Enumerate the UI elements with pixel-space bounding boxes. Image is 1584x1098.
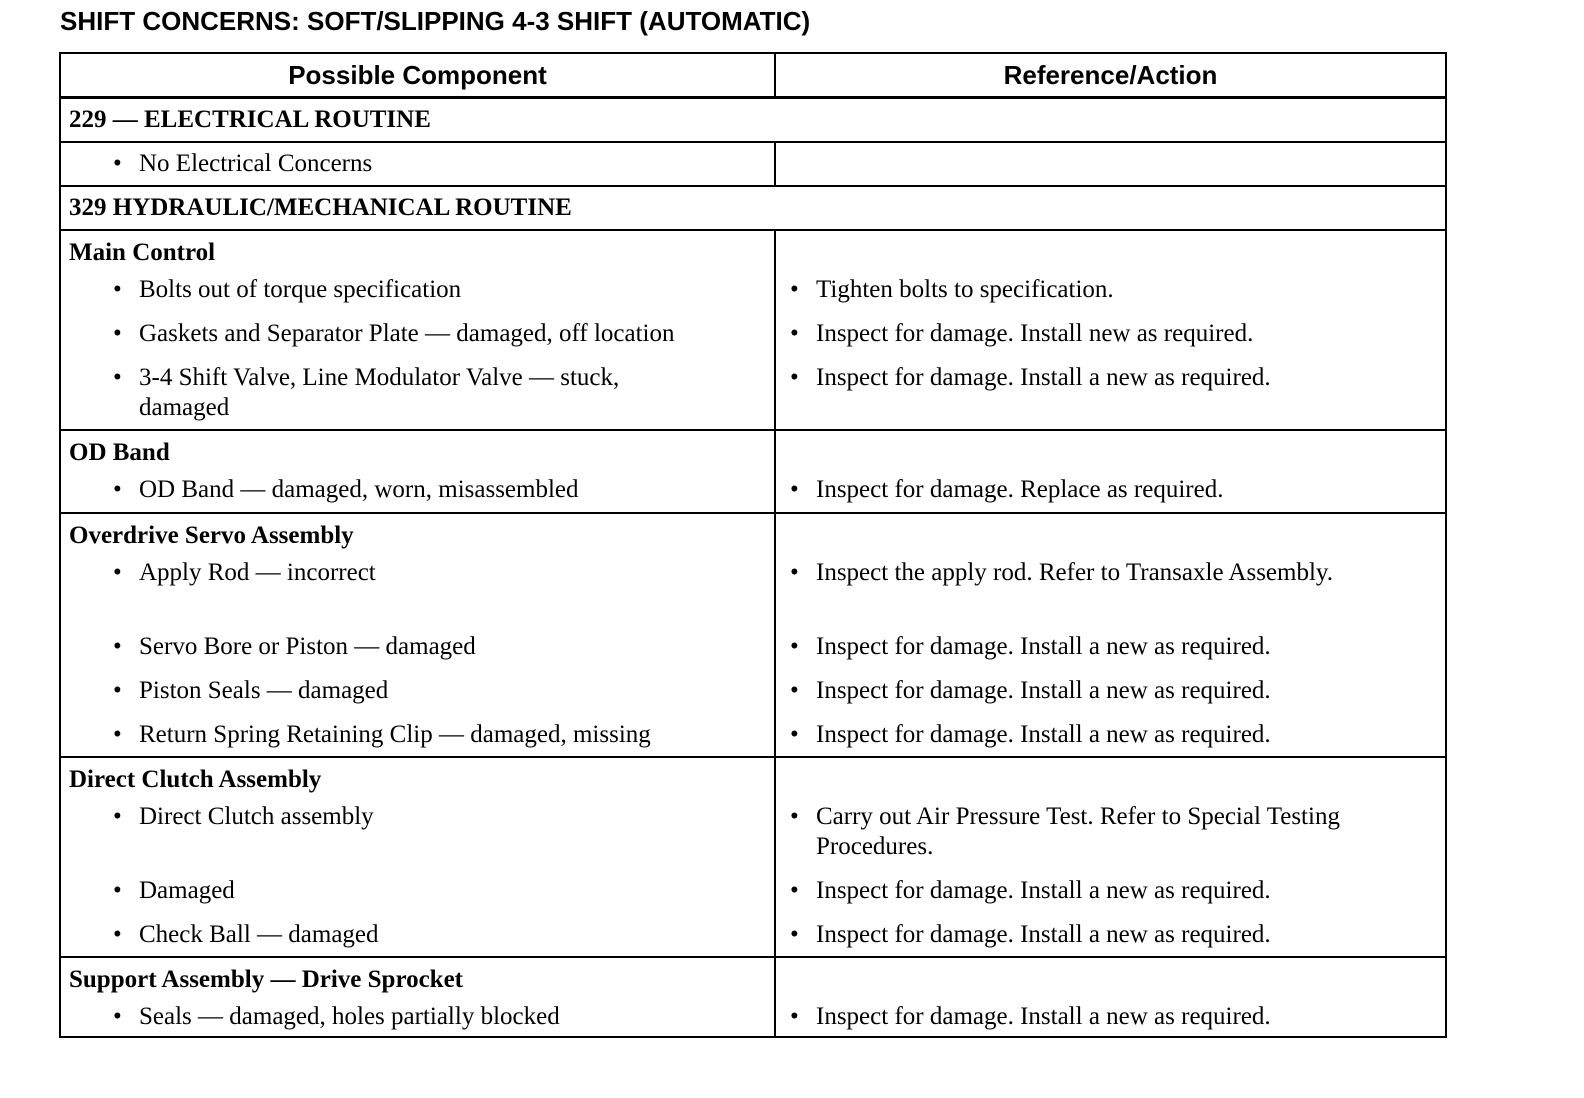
group-label: Direct Clutch Assembly (69, 766, 322, 793)
component-text: Servo Bore or Piston — damaged (139, 633, 476, 660)
bullet-icon: • (113, 803, 122, 830)
action-text: Inspect for damage. Install a new as required. (816, 921, 1271, 948)
table-row (60, 275, 1446, 313)
diagnosis-table (59, 52, 1447, 1038)
action-text: Inspect for damage. Replace as required. (816, 476, 1224, 503)
bullet-icon: • (790, 803, 799, 830)
table-row (60, 876, 1446, 920)
group-label: OD Band (69, 439, 170, 466)
table-row (60, 357, 1446, 430)
bullet-icon: • (790, 677, 799, 704)
component-text: No Electrical Concerns (139, 150, 373, 177)
group-label: Main Control (69, 239, 216, 266)
component-text: Gaskets and Separator Plate — damaged, off location (139, 320, 675, 347)
bullet-icon: • (790, 364, 799, 391)
bullet-icon: • (113, 276, 122, 303)
table-row (60, 558, 1446, 632)
action-text: Inspect for damage. Install a new as required. (816, 721, 1271, 748)
action-text: Inspect for damage. Install new as required. (816, 320, 1254, 347)
group-row-main-control (60, 230, 1446, 275)
action-text: Tighten bolts to specification. (816, 276, 1114, 303)
component-text: Damaged (139, 877, 235, 904)
table-row (60, 920, 1446, 957)
action-text: Carry out Air Pressure Test. Refer to Special Testing Procedures. (816, 803, 1340, 860)
bullet-icon: • (790, 721, 799, 748)
bullet-icon: • (790, 559, 799, 586)
component-text: Direct Clutch assembly (139, 803, 374, 830)
table-row (60, 676, 1446, 720)
table-row (60, 142, 1446, 186)
component-text: Apply Rod — incorrect (139, 559, 376, 586)
routine-row-electrical (60, 98, 1446, 143)
bullet-icon: • (113, 921, 122, 948)
page-title: SHIFT CONCERNS: SOFT/SLIPPING 4-3 SHIFT (AUTOMATIC) (60, 6, 811, 36)
action-text: Inspect for damage. Install a new as required. (816, 1003, 1271, 1030)
bullet-icon: • (790, 633, 799, 660)
bullet-icon: • (790, 1003, 799, 1030)
routine-label: 329 HYDRAULIC/MECHANICAL ROUTINE (69, 194, 572, 221)
table-row (60, 1002, 1446, 1037)
component-text: Seals — damaged, holes partially blocked (139, 1003, 560, 1030)
bullet-icon: • (113, 1003, 122, 1030)
table-row (60, 802, 1446, 876)
routine-row-hydraulic (60, 186, 1446, 230)
bullet-icon: • (113, 633, 122, 660)
action-text: Inspect for damage. Install a new as required. (816, 633, 1271, 660)
bullet-icon: • (790, 476, 799, 503)
routine-label: 229 — ELECTRICAL ROUTINE (69, 106, 431, 133)
component-text: 3-4 Shift Valve, Line Modulator Valve — stuck, damaged (139, 364, 620, 421)
action-text: Inspect for damage. Install a new as required. (816, 877, 1271, 904)
group-row-direct-clutch (60, 757, 1446, 802)
component-text: OD Band — damaged, worn, misassembled (139, 476, 579, 503)
bullet-icon: • (113, 877, 122, 904)
group-label: Support Assembly — Drive Sprocket (69, 966, 464, 993)
bullet-icon: • (113, 476, 122, 503)
table-row (60, 475, 1446, 513)
component-text: Bolts out of torque specification (139, 276, 462, 303)
group-label: Overdrive Servo Assembly (69, 522, 354, 549)
bullet-icon: • (113, 721, 122, 748)
bullet-icon: • (113, 677, 122, 704)
column-header-component: Possible Component (60, 53, 775, 98)
table-row (60, 632, 1446, 676)
component-text: Check Ball — damaged (139, 921, 379, 948)
component-text: Return Spring Retaining Clip — damaged, missing (139, 721, 651, 748)
action-text: Inspect the apply rod. Refer to Transaxle Assembly. (816, 559, 1334, 586)
table-header-row (60, 53, 1446, 98)
bullet-icon: • (790, 921, 799, 948)
component-text: Piston Seals — damaged (139, 677, 389, 704)
bullet-icon: • (790, 877, 799, 904)
table-row (60, 313, 1446, 357)
bullet-icon: • (113, 150, 122, 177)
column-header-action: Reference/Action (775, 53, 1446, 98)
table-row (60, 720, 1446, 757)
group-row-support-assembly (60, 957, 1446, 1002)
action-text: Inspect for damage. Install a new as required. (816, 364, 1271, 391)
action-text: Inspect for damage. Install a new as required. (816, 677, 1271, 704)
group-row-overdrive-servo (60, 513, 1446, 558)
bullet-icon: • (113, 320, 122, 347)
bullet-icon: • (113, 559, 122, 586)
bullet-icon: • (113, 364, 122, 391)
bullet-icon: • (790, 276, 799, 303)
bullet-icon: • (790, 320, 799, 347)
group-row-od-band (60, 430, 1446, 475)
